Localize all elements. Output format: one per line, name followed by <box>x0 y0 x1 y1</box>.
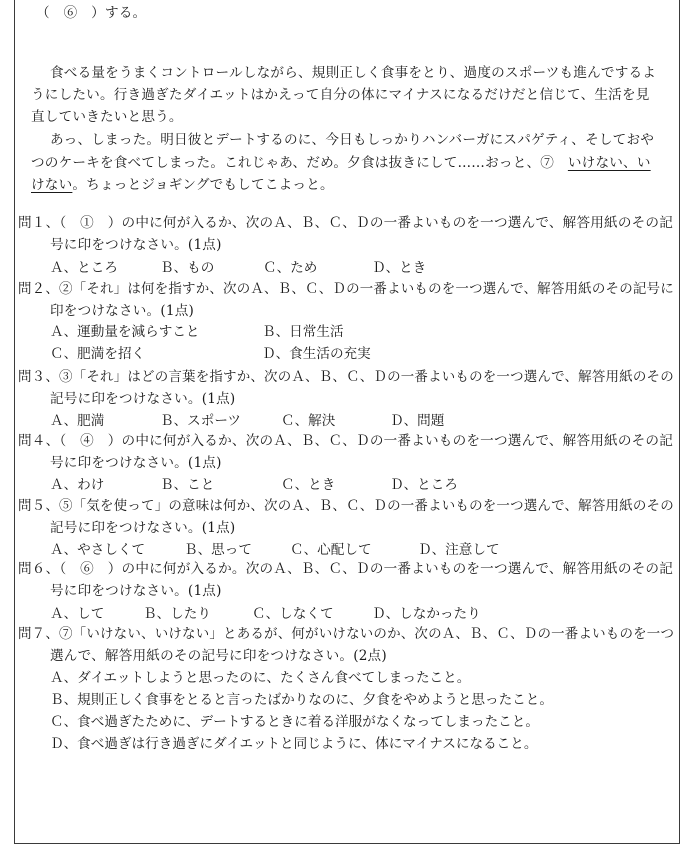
passage-line: うにしたい。行き過ぎたダイエットはかえって自分の体にマイナスになるだけだと信じて、生活を見 <box>31 87 650 103</box>
question-text: 問７、⑦「いけない、いけない」とあるが、何がいけないのか、次のＡ、Ｂ、Ｃ、Ｄの一番よいものを一つ <box>18 626 675 642</box>
option-c[interactable]: Ｃ、とき <box>281 477 336 493</box>
underlined-phrase: いけない、い <box>567 155 651 171</box>
option-d[interactable]: Ｄ、食生活の充実 <box>262 346 371 362</box>
question-text: 印をつけなさい。(1点) <box>50 303 194 319</box>
option-b[interactable]: Ｂ、したり <box>143 606 211 622</box>
question-text: 問６、（ ⑥ ）の中に何が入るか。次のＡ、Ｂ、Ｃ、Ｄの一番よいものを一つ選んで、解答用紙のその記 <box>18 561 674 577</box>
passage-line <box>31 152 651 174</box>
question-text: 号に印をつけなさい。(1点) <box>50 237 222 253</box>
passage-line: 食べる量をうまくコントロールしながら、規則正しく食事をとり、過度のスポーツも進んでするよ <box>50 65 657 81</box>
option-c[interactable]: Ｃ、食べ過ぎたために、デートするときに着る洋服がなくなってしまったこと。 <box>50 714 539 730</box>
option-c[interactable]: Ｃ、肥満を招く <box>50 346 146 362</box>
option-d[interactable]: Ｄ、問題 <box>390 413 445 429</box>
question-text: 選んで、解答用紙のその記号に印をつけなさい。(2点) <box>50 648 387 664</box>
option-d[interactable]: Ｄ、食べ過ぎは行き過ぎにダイエットと同じように、体にマイナスになること。 <box>50 736 538 752</box>
option-d[interactable]: Ｄ、ところ <box>390 477 458 493</box>
option-a[interactable]: Ａ、ところ <box>50 260 118 276</box>
option-c[interactable]: Ｃ、しなくて <box>252 606 334 622</box>
option-b[interactable]: Ｂ、規則正しく食事をとると言ったばかりなのに、夕食をやめようと思ったこと。 <box>50 692 553 708</box>
question-text: 問３、③「それ」はどの言葉を指すか、次のＡ、Ｂ、Ｃ、Ｄの一番よいものを一つ選んで、解答用紙のその <box>18 369 674 385</box>
passage-line: （ ⑥ ）する。 <box>36 5 147 21</box>
option-c[interactable]: Ｃ、ため <box>263 260 318 276</box>
option-b[interactable]: Ｂ、もの <box>160 260 215 276</box>
question-text: 問４、（ ④ ）の中に何が入るか、次のＡ、Ｂ、Ｃ、Ｄの一番よいものを一つ選んで、解答用紙のその記 <box>18 433 674 449</box>
option-a[interactable]: Ａ、肥満 <box>50 413 105 429</box>
passage-text: 。ちょっとジョギングでもしてこよっと。 <box>72 177 334 193</box>
option-a[interactable]: Ａ、して <box>50 606 105 622</box>
option-c[interactable]: Ｃ、解決 <box>281 413 336 429</box>
passage-line: あっ、しまった。明日彼とデートするのに、今日もしっかりハンバーガにスパゲティ、そしておや <box>50 132 655 148</box>
option-b[interactable]: Ｂ、日常生活 <box>262 324 344 340</box>
question-text: 号に印をつけなさい。(1点) <box>50 455 222 471</box>
underlined-phrase: けない <box>31 177 73 193</box>
question-text: 記号に印をつけなさい。(1点) <box>50 520 236 536</box>
option-d[interactable]: Ｄ、注意して <box>418 542 500 558</box>
question-text: 問１、（ ① ）の中に何が入るか、次のＡ、Ｂ、Ｃ、Ｄの一番よいものを一つ選んで、解答用紙のその記 <box>18 215 674 231</box>
passage-line: 直していきたいと思う。 <box>31 109 183 125</box>
option-a[interactable]: Ａ、わけ <box>50 477 105 493</box>
option-d[interactable]: Ｄ、しなかったり <box>372 606 481 622</box>
option-a[interactable]: Ａ、ダイエットしようと思ったのに、たくさん食べてしまったこと。 <box>50 670 471 686</box>
option-a[interactable]: Ａ、やさしくて <box>50 542 146 558</box>
question-text: 問５、⑤「気を使って」の意味は何か、次のＡ、Ｂ、Ｃ、Ｄの一番よいものを一つ選んで、解答用紙のその <box>18 498 674 514</box>
option-a[interactable]: Ａ、運動量を減らすこと <box>50 324 200 340</box>
question-text: 問２、②「それ」は何を指すか、次のＡ、Ｂ、Ｃ、Ｄの一番よいものを一つ選んで、解答用紙のその記号に <box>18 281 674 297</box>
option-c[interactable]: Ｃ、心配して <box>290 542 372 558</box>
question-text: 号に印をつけなさい。(1点) <box>50 583 222 599</box>
passage-line <box>31 174 334 196</box>
question-text: 記号に印をつけなさい。(1点) <box>50 391 236 407</box>
passage-text: つのケーキを食べてしまった。これじゃあ、だめ。夕食は抜きにして……おっと、⑦ <box>31 155 555 171</box>
option-b[interactable]: Ｂ、スポーツ <box>160 413 242 429</box>
option-b[interactable]: Ｂ、こと <box>160 477 215 493</box>
option-b[interactable]: Ｂ、思って <box>184 542 252 558</box>
option-d[interactable]: Ｄ、とき <box>372 260 427 276</box>
